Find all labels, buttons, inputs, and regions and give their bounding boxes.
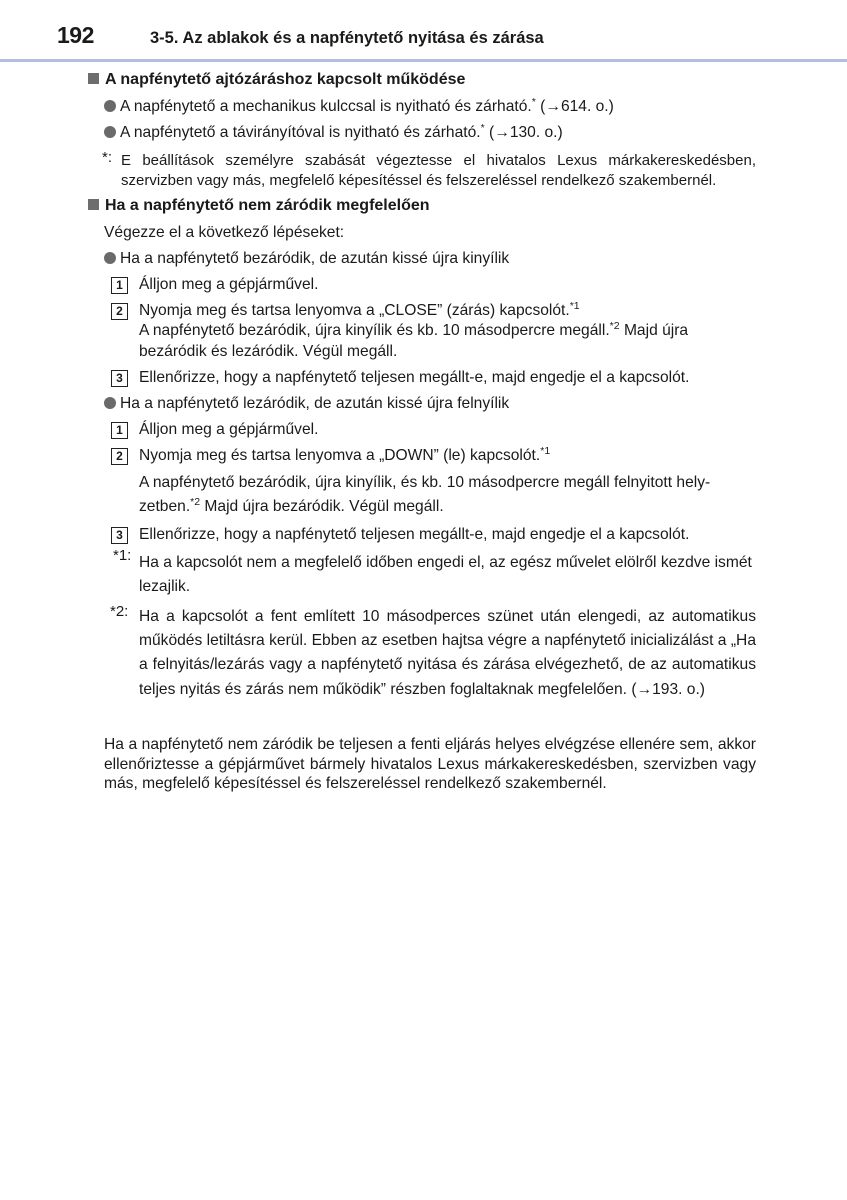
bullet-dot-icon [104, 397, 116, 409]
footnote-ref: *1 [569, 300, 580, 312]
step-text-main: Nyomja meg és tartsa lenyomva a „DOWN” (le) kapcsolót. [139, 447, 541, 464]
page-number: 192 [57, 22, 94, 48]
chapter-title: 3-5. Az ablakok és a napfénytető nyitása és zárása [150, 29, 544, 47]
step-text-continued [139, 497, 444, 517]
step-text: Álljon meg a gépjárművel. [139, 421, 319, 438]
step-text-line: Majd újra bezáródik. Végül megáll. [200, 498, 444, 515]
bullet-item [104, 97, 614, 117]
footnote-ref: *2 [609, 320, 620, 332]
bullet-dot-icon [104, 126, 116, 138]
footnote-ref: * [480, 122, 485, 134]
case-title-text: Ha a napfénytető lezáródik, de azután kissé újra felnyílik [120, 395, 510, 412]
bullet-text: A napfénytető a mechanikus kulccsal is nyitható és zárható. [120, 98, 532, 115]
closing-paragraph: Ha a napfénytető nem záródik be teljesen a fenti eljárás helyes elvégzése ellenére sem, akkor ellenőriztesse a gépjárművet bármely hivatalos Lexus márkakereskedésben, szervizben vagy más, megfelelő képesítéssel és felszereléssel rendelkező szakembernél. [104, 736, 756, 792]
step-text-continued: A napfénytető bezáródik, újra kinyílik, és kb. 10 másodpercre megáll felnyitott hely- [139, 474, 711, 491]
footnote-text: Ha a kapcsolót nem a megfelelő időben engedi el, az egész művelet elölről kezdve ismét lezajlik. [139, 554, 752, 595]
case-title [104, 249, 509, 269]
step-text-line: Majd újra [619, 322, 689, 339]
step-text: Ellenőrizze, hogy a napfénytető teljesen megállt-e, majd engedje el a kapcsolót. [139, 369, 690, 386]
bullet-dot-icon [104, 100, 116, 112]
section-heading-2 [88, 197, 430, 215]
step-number-badge: 2 [111, 448, 128, 465]
case-title-text: Ha a napfénytető bezáródik, de azután kissé újra kinyílik [120, 250, 510, 267]
footnote-text: E beállítások személyre szabását végeztesse el hivatalos Lexus márkakereskedésben, szervizben vagy más, megfelelő képesítéssel és felszereléssel rendelkező szakembernél. [121, 152, 756, 189]
section-square-icon [88, 73, 99, 84]
footnote-mark: *1: [113, 547, 132, 564]
step-number-badge: 3 [111, 527, 128, 544]
step-number-badge: 1 [111, 422, 128, 439]
bullet-item [104, 123, 563, 143]
header-rule [0, 59, 847, 62]
step-number-badge: 2 [111, 303, 128, 320]
step-number-badge: 1 [111, 277, 128, 294]
step-text-continued: bezáródik és lezáródik. Végül megáll. [139, 343, 398, 360]
step-text [139, 446, 550, 466]
bullet-dot-icon [104, 252, 116, 264]
case-title [104, 394, 509, 414]
page-reference: (→130. o.) [484, 124, 563, 141]
bullet-text: A napfénytető a távirányítóval is nyitható és zárható. [120, 124, 481, 141]
section-heading-text: Ha a napfénytető nem záródik megfelelően [105, 197, 430, 214]
page-reference: (→614. o.) [535, 98, 614, 115]
step-text: Álljon meg a gépjárművel. [139, 276, 319, 293]
page-header [0, 0, 847, 62]
footnote-ref: *2 [190, 496, 201, 508]
intro-text: Végezze el a következő lépéseket: [104, 224, 345, 241]
footnote-ref: * [531, 96, 536, 108]
step-text: Ellenőrizze, hogy a napfénytető teljesen megállt-e, majd engedje el a kapcsolót. [139, 526, 690, 543]
footnote-ref: *1 [540, 445, 551, 457]
section-heading-text: A napfénytető ajtózáráshoz kapcsolt működése [105, 71, 466, 88]
footnote-mark: *2: [110, 603, 129, 620]
footnote-mark: *: [102, 149, 113, 166]
step-text-line: A napfénytető bezáródik, újra kinyílik és kb. 10 másodpercre megáll. [139, 322, 610, 339]
step-number-badge: 3 [111, 370, 128, 387]
step-text [139, 301, 580, 321]
step-text-main: Nyomja meg és tartsa lenyomva a „CLOSE” (zárás) kapcsolót. [139, 302, 570, 319]
section-square-icon [88, 199, 99, 210]
footnote-text: Ha a kapcsolót a fent említett 10 másodperces szünet után elengedi, az automatikus működés letiltásra kerül. Ebben az esetben hajtsa végre a napfénytető inicializálást a „Ha a felnyitás/lezárás vagy a napfénytető nyitása és zárása elvégezhető, de az automatikus teljes nyitás és zárás nem működik” részben foglaltaknak megfelelően. (→193. o.) [139, 608, 756, 698]
step-text-line: zetben. [139, 498, 191, 515]
step-text-continued [139, 321, 688, 341]
section-heading-1 [88, 71, 465, 89]
